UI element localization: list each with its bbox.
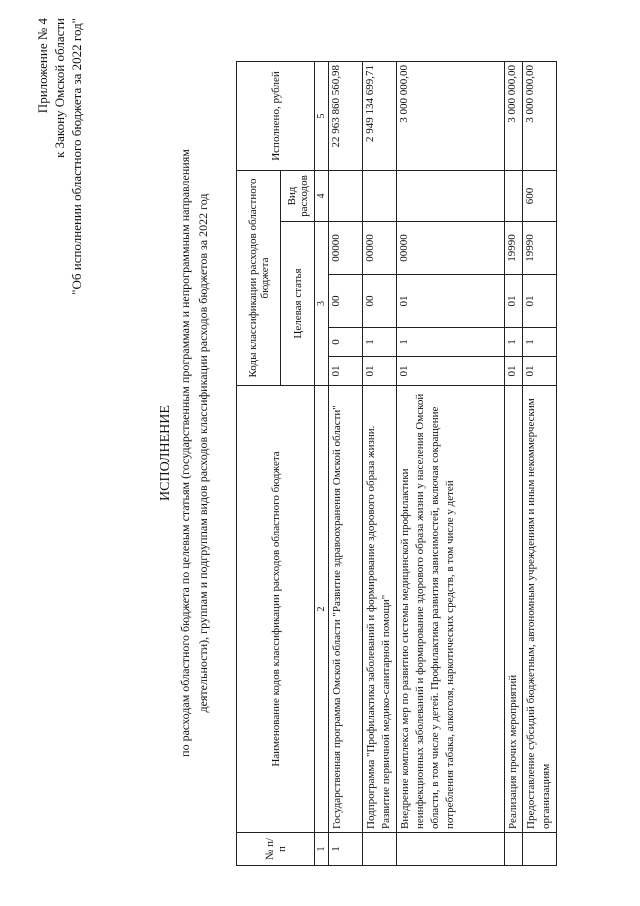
table-row: [523, 62, 557, 866]
row-code-subprogram: 1: [363, 328, 397, 357]
index-cell: 3: [315, 222, 329, 386]
row-name: Государственная программа Омской области "Развитие здравоохранения Омской области": [329, 386, 363, 833]
header-codes: Коды классификации расходов областного бюджета: [237, 171, 281, 386]
index-cell: 2: [315, 386, 329, 833]
expenditure-table: [236, 61, 557, 866]
table-row: [363, 62, 397, 866]
row-code-event: 00: [329, 275, 363, 328]
row-expense-type: 600: [523, 171, 557, 222]
row-expense-type: [505, 171, 523, 222]
row-code-direction: 19990: [505, 222, 523, 275]
appendix-line-1: Приложение № 4: [35, 18, 50, 114]
header-num: № п/п: [237, 833, 315, 866]
row-amount: 3 000 000,00: [505, 62, 523, 171]
row-expense-type: [363, 171, 397, 222]
header-target: Целевая статья: [281, 222, 315, 386]
row-expense-type: [329, 171, 363, 222]
row-num: 1: [329, 833, 363, 866]
row-name: Реализация прочих мероприятий: [505, 386, 523, 833]
row-num: [505, 833, 523, 866]
subtitle-line-2: деятельности), группам и подгруппам видов расходов классификации расходов бюджетов за 2022 год: [196, 193, 210, 713]
table-row: [505, 62, 523, 866]
row-num: [523, 833, 557, 866]
row-name: Внедрение комплекса мер по развитию системы медицинской профилактики неинфекционных заболеваний и формирование здорового образа жизни у населения Омской области, в том числе у детей. Профилактика развития зависимостей, включая сокращение потребления табака, алкоголя, наркотических средств, в том числе у детей: [397, 386, 505, 833]
row-code-direction: 19990: [523, 222, 557, 275]
appendix-line-2: к Закону Омской области: [52, 18, 67, 158]
table-row: [397, 62, 505, 866]
row-code-event: 01: [397, 275, 505, 328]
row-code-event: 01: [505, 275, 523, 328]
row-code-program: 01: [329, 357, 363, 386]
row-name: Подпрограмма "Профилактика заболеваний и формирование здорового образа жизни. Развитие первичной медико-санитарной помощи": [363, 386, 397, 833]
row-code-direction: 00000: [329, 222, 363, 275]
index-cell: 5: [315, 62, 329, 171]
header-type: Вид расходов: [281, 171, 315, 222]
row-code-subprogram: 1: [523, 328, 557, 357]
row-amount: 2 949 134 699,71: [363, 62, 397, 171]
row-amount: 22 963 860 560,98: [329, 62, 363, 171]
row-amount: 3 000 000,00: [397, 62, 505, 171]
row-code-program: 01: [505, 357, 523, 386]
row-code-subprogram: 1: [397, 328, 505, 357]
table-row: [329, 62, 363, 866]
row-amount: 3 000 000,00: [523, 62, 557, 171]
row-code-direction: 00000: [397, 222, 505, 275]
row-expense-type: [397, 171, 505, 222]
row-code-subprogram: 1: [505, 328, 523, 357]
appendix-note: [34, 18, 85, 295]
row-code-program: 01: [523, 357, 557, 386]
row-code-event: 01: [523, 275, 557, 328]
row-code-subprogram: 0: [329, 328, 363, 357]
row-name: Предоставление субсидий бюджетным, автономным учреждениям и иным некоммерческим организациям: [523, 386, 557, 833]
row-num: [363, 833, 397, 866]
document-title: ИСПОЛНЕНИЕ: [158, 405, 173, 501]
row-code-program: 01: [363, 357, 397, 386]
index-cell: 1: [315, 833, 329, 866]
header-amount: Исполнено, рублей: [237, 62, 315, 171]
row-code-event: 00: [363, 275, 397, 328]
row-num: [397, 833, 505, 866]
index-row: [315, 62, 329, 866]
index-cell: 4: [315, 171, 329, 222]
header-name: Наименование кодов классификации расходов областного бюджета: [237, 386, 315, 833]
subtitle-line-1: по расходам областного бюджета по целевым статьям (государственным программам и непрограммным направлениям: [178, 149, 192, 757]
appendix-line-3: "Об исполнении областного бюджета за 2022 год": [69, 18, 84, 295]
document-subtitle: [176, 60, 212, 846]
row-code-program: 01: [397, 357, 505, 386]
row-code-direction: 00000: [363, 222, 397, 275]
